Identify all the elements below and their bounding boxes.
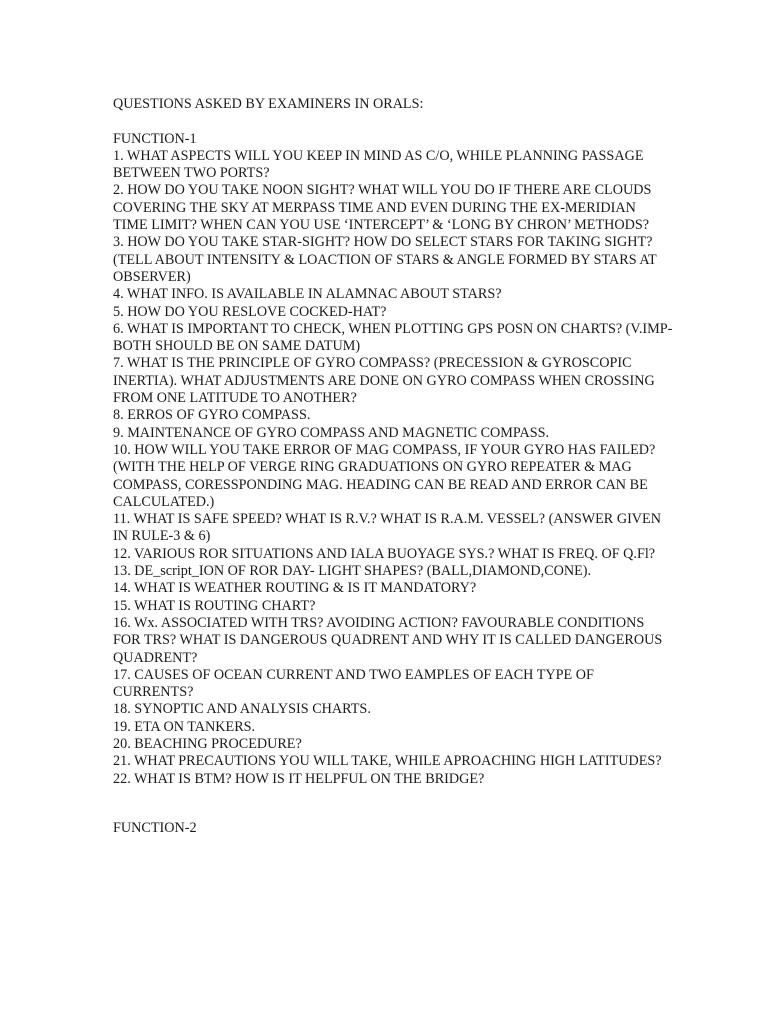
section-title-function-2: FUNCTION-2 <box>113 819 197 836</box>
question-item: 9. MAINTENANCE OF GYRO COMPASS AND MAGNETIC COMPASS. <box>113 424 550 441</box>
question-item: 5. HOW DO YOU RESLOVE COCKED-HAT? <box>113 303 387 320</box>
question-item: 21. WHAT PRECAUTIONS YOU WILL TAKE, WHILE APROACHING HIGH LATITUDES? <box>113 753 662 770</box>
spacer <box>113 788 673 820</box>
question-item: 14. WHAT IS WEATHER ROUTING & IS IT MANDATORY? <box>113 580 477 597</box>
question-item: 18. SYNOPTIC AND ANALYSIS CHARTS. <box>113 701 371 718</box>
question-item: 13. DE_script_ION OF ROR DAY- LIGHT SHAPES? (BALL,DIAMOND,CONE). <box>113 563 592 580</box>
question-item: 19. ETA ON TANKERS. <box>113 718 256 735</box>
question-item: 16. Wx. ASSOCIATED WITH TRS? AVOIDING ACTION? FAVOURABLE CONDITIONS FOR TRS? WHAT IS DANGEROUS QUADRENT AND WHY IT IS CALLED DANGEROUS QUADRENT? <box>113 614 666 666</box>
question-item: 22. WHAT IS BTM? HOW IS IT HELPFUL ON THE BRIDGE? <box>113 770 485 787</box>
question-item: 2. HOW DO YOU TAKE NOON SIGHT? WHAT WILL YOU DO IF THERE ARE CLOUDS COVERING THE SKY AT MERPASS TIME AND EVEN DURING THE EX-MERIDIAN TIME LIMIT? WHEN CAN YOU USE ‘INTERCEPT’ & ‘LONG BY CHRON’ METHODS? <box>113 182 655 234</box>
page-heading: QUESTIONS ASKED BY EXAMINERS IN ORALS: <box>113 96 424 112</box>
question-item: 3. HOW DO YOU TAKE STAR-SIGHT? HOW DO SELECT STARS FOR TAKING SIGHT? (TELL ABOUT INTENSITY & LOACTION OF STARS & ANGLE FORMED BY STARS AT OBSERVER) <box>113 234 660 285</box>
question-item: 8. ERROS OF GYRO COMPASS. <box>113 407 311 424</box>
question-item: 7. WHAT IS THE PRINCIPLE OF GYRO COMPASS? (PRECESSION & GYROSCOPIC INERTIA). WHAT ADJUSTMENTS ARE DONE ON GYRO COMPASS WHEN CROSSING FROM ONE LATITUDE TO ANOTHER? <box>113 355 659 407</box>
question-item: 11. WHAT IS SAFE SPEED? WHAT IS R.V.? WHAT IS R.A.M. VESSEL? (ANSWER GIVEN IN RULE-3 & 6) <box>113 511 665 545</box>
question-list <box>113 148 673 788</box>
question-item: 10. HOW WILL YOU TAKE ERROR OF MAG COMPASS, IF YOUR GYRO HAS FAILED?(WITH THE HELP OF VERGE RING GRADUATIONS ON GYRO REPEATER & MAG COMPASS, CORESSPONDING MAG. HEADING CAN BE READ AND ERROR CAN BE CALCULATED.) <box>113 441 656 510</box>
section-title-function-1: FUNCTION-1 <box>113 130 197 147</box>
document-body <box>113 96 673 837</box>
question-item: 20. BEACHING PROCEDURE? <box>113 735 302 752</box>
question-item: 12. VARIOUS ROR SITUATIONS AND IALA BUOYAGE SYS.? WHAT IS FREQ. OF Q.Fl? <box>113 545 656 562</box>
question-item: 15. WHAT IS ROUTING CHART? <box>113 597 316 614</box>
question-item: 17. CAUSES OF OCEAN CURRENT AND TWO EAMPLES OF EACH TYPE OF CURRENTS? <box>113 666 598 701</box>
question-item: 1. WHAT ASPECTS WILL YOU KEEP IN MIND AS C/O, WHILE PLANNING PASSAGE BETWEEN TWO PORTS? <box>113 147 648 182</box>
question-item: 6. WHAT IS IMPORTANT TO CHECK, WHEN PLOTTING GPS POSN ON CHARTS? (V.IMP-BOTH SHOULD BE ON SAME DATUM) <box>113 320 673 355</box>
spacer <box>113 113 673 130</box>
question-item: 4. WHAT INFO. IS AVAILABLE IN ALAMNAC ABOUT STARS? <box>113 286 502 303</box>
